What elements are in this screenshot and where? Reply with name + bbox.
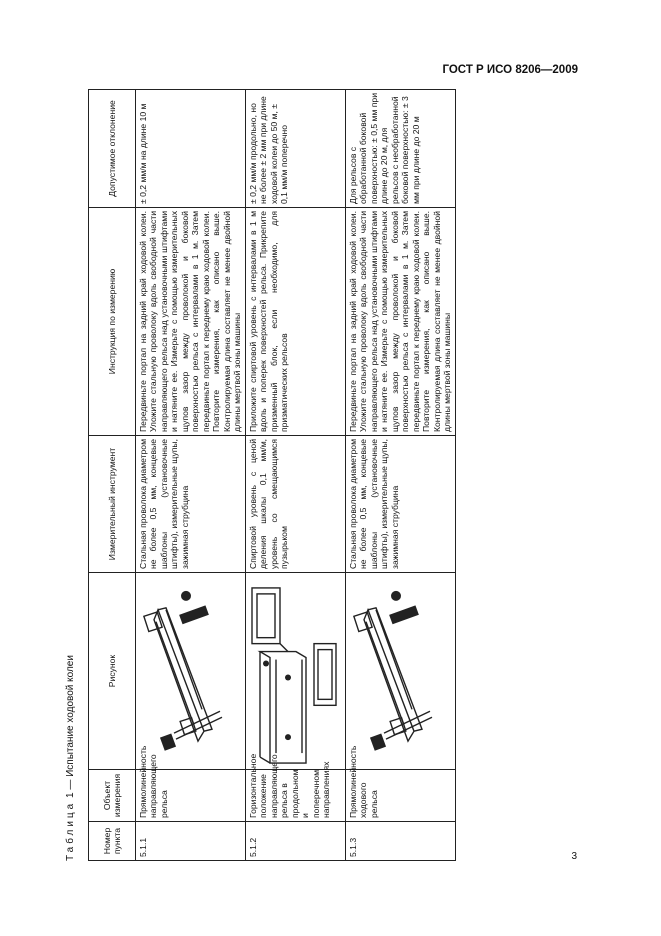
cell-figure	[136, 573, 246, 770]
cell-instruction: Приложите спиртовой уровень с интервалами в 1 м вдоль и поперек поверхностей рельса. Прикрепите призменный блок, если необходимо, для призматических рельсов	[245, 208, 345, 436]
cell-instrument: Спиртовой уровень с ценой деления шкалы 0,1 мм/м, уровень со смещающимся пузырьком	[245, 436, 345, 573]
rail-gauge-sketch-icon	[346, 573, 441, 769]
table-header-row	[89, 90, 136, 861]
spirit-level-sketch-icon	[246, 573, 341, 769]
cell-object: Прямолинейность ходового рельса	[345, 770, 455, 822]
cell-object: Горизонтальное положение направляющего рельса в продольном и поперечном направлениях	[245, 770, 345, 822]
standard-designation: ГОСТ Р ИСО 8206—2009	[442, 64, 578, 76]
col-header-figure: Рисунок	[89, 573, 136, 770]
table-caption-title: 1 — Испытание ходовой колеи	[65, 655, 76, 798]
col-header-tolerance: Допустимое отклонение	[89, 90, 136, 208]
track-test-table	[88, 89, 456, 861]
col-header-number: Номер пункта	[89, 822, 136, 861]
table-row	[136, 90, 246, 861]
page-number: 3	[571, 851, 577, 862]
table-caption-prefix: Таблица	[65, 800, 76, 861]
cell-figure	[245, 573, 345, 770]
col-header-instruction: Инструкция по измерению	[89, 208, 136, 436]
table-row	[245, 90, 345, 861]
cell-number: 5.1.2	[245, 822, 345, 861]
cell-instrument: Стальная проволока диаметром не более 0,5 мм, концевые шаблоны (установочные штифты), измерительные щупы, зажимная струбцина	[345, 436, 455, 573]
cell-figure	[345, 573, 455, 770]
rotated-table-block	[56, 90, 578, 861]
rail-gauge-sketch-icon	[136, 573, 231, 769]
table-caption	[56, 655, 86, 861]
cell-instruction: Передвиньте портал на задний край ходовой колеи. Уложите стальную проволоку вдоль свободной части направляющего рельса над установочными штифтами и натяните ее. Измерьте с помощью измерительных щупов зазор между проволокой и боковой поверхностью рельса с интервалами в 1 м. Затем передвиньте портал к переднему краю ходовой колеи. Повторите измерения, как описано выше. Контролируемая длина составляет не менее двойной длины мертвой зоны машины	[136, 208, 246, 436]
cell-number: 5.1.1	[136, 822, 246, 861]
col-header-instrument: Измерительный инструмент	[89, 436, 136, 573]
col-header-object: Объект измерения	[89, 770, 136, 822]
cell-instrument: Стальная проволока диаметром не более 0,5 мм, концевые шаблоны (установочные штифты), измерительные щупы, зажимная струбцина	[136, 436, 246, 573]
cell-object: Прямолинейность направляющего рельса	[136, 770, 246, 822]
cell-tolerance: ± 0,2 мм/м на длине 10 м	[136, 90, 246, 208]
table-row	[345, 90, 455, 861]
cell-tolerance: Для рельсов с обработанной боковой поверхностью: ± 0,5 мм при длине до 20 м, для рельсов с необработанной боковой поверхностью: ± 3 мм при длине до 20 м	[345, 90, 455, 208]
cell-instruction: Передвиньте портал на задний край ходовой колеи. Уложите стальную проволоку вдоль свободной части направляющего рельса над установочными штифтами и натяните ее. Измерьте с помощью измерительных щупов зазор между проволокой и боковой поверхностью рельса с интервалами в 1 м. Затем передвиньте портал к переднему краю ходовой колеи. Повторите измерения, как описано выше. Контролируемая длина составляет не менее двойной длины мертвой зоны машины	[345, 208, 455, 436]
cell-number: 5.1.3	[345, 822, 455, 861]
cell-tolerance: ± 0,2 мм/м продольно, но не более ± 2 мм при длине ходовой колеи до 50 м, ± 0,1 мм/м поперечно	[245, 90, 345, 208]
